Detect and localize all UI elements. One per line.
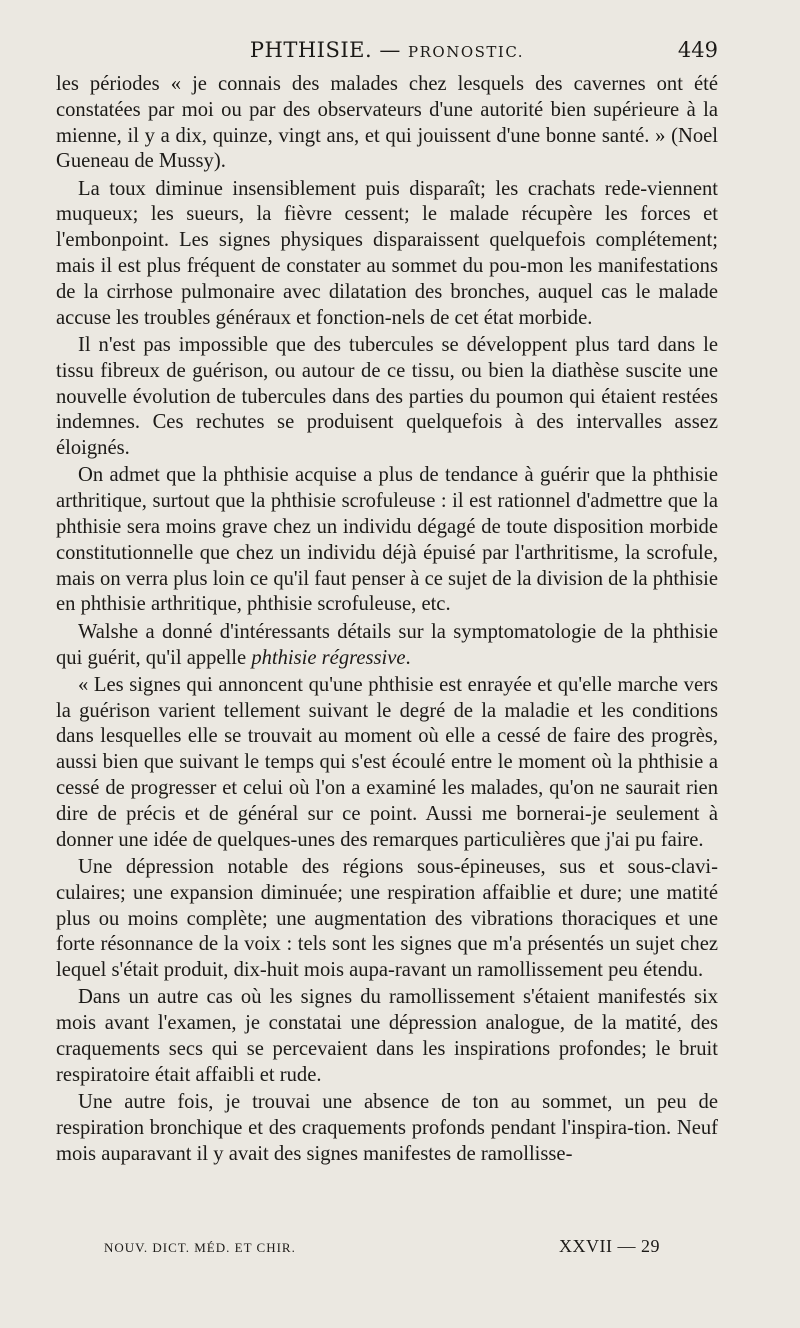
paragraph-7: Une dépression notable des régions sous-épineuses, sus et sous-clavi-culaires; une expansion diminuée; une respiration affaiblie et dure; une matité plus ou moins complète; une augmentation des vibrations thoraciques et une forte résonnance de la voix : tels sont les signes que m'a présentés un sujet chez lequel s'était produit, dix-huit mois aupa-ravant un ramollissement peu étendu.	[56, 855, 718, 982]
header-subtitle: PRONOSTIC.	[408, 43, 525, 61]
paragraph-2: La toux diminue insensiblement puis disparaît; les crachats rede-viennent muqueux; les sueurs, la fièvre cessent; le malade récupère les forces et l'embonpoint. Les signes physiques disparaissent quelquefois complétement; mais il est plus fréquent de constater au sommet du pou-mon les manifestations de la cirrhose pulmonaire avec dilatation des bronches, auquel cas le malade accuse les troubles généraux et fonction-nels de cet état morbide.	[56, 177, 718, 329]
header-dash: —	[379, 38, 401, 62]
paragraph-4: On admet que la phthisie acquise a plus de tendance à guérir que la phthisie arthritique, surtout que la phthisie scrofuleuse : il est rationnel d'admettre que la phthisie sera moins grave chez un individu dégagé de toute disposition morbide constitutionnelle que chez un individu déjà épuisé par l'arthritisme, la scrofule, mais on verra plus loin ce qu'il faut penser à ce sujet de la division de la phthisie en phthisie arthritique, phthisie scrofuleuse, etc.	[56, 464, 718, 616]
paragraph-8: Dans un autre cas où les signes du ramollissement s'étaient manifestés six mois avant l'examen, je constatai une dépression analogue, de la matité, des craquements secs qui se percevaient dans les inspirations profondes; le bruit respiratoire était affaibli et rude.	[56, 986, 718, 1086]
paragraph-5-italic: phthisie régressive	[251, 646, 406, 669]
running-head	[56, 38, 718, 70]
page-number: 449	[677, 38, 718, 62]
footer-signature-right: XXVII — 29	[559, 1236, 660, 1256]
paragraph-5	[56, 620, 718, 672]
paragraph-6: « Les signes qui annoncent qu'une phthisie est enrayée et qu'elle marche vers la guérison varient tellement suivant le degré de la maladie et les conditions dans lesquelles elle se trouvait au moment où elle a cessé de faire des progrès, aussi bien que suivant le temps qui s'est écoulé entre le moment où la phthisie a cessé de progresser et celui où l'on a examiné les malades, qu'on ne saurait rien dire de précis et de général sur ce point. Aussi me bornerai-je seulement à donner une idée de quelques-unes des remarques particulières que j'ai pu faire.	[56, 673, 718, 851]
paragraph-9: Une autre fois, je trouvai une absence de ton au sommet, un peu de respiration bronchique et des craquements profonds pendant l'inspira-tion. Neuf mois auparavant il y avait des signes manifestes de ramollisse-	[56, 1091, 718, 1165]
body-text	[56, 72, 718, 1169]
paragraph-3: Il n'est pas impossible que des tubercules se développent plus tard dans le tissu fibreux de guérison, ou autour de ce tissu, ou bien la diathèse suscite une nouvelle évolution de tubercules dans des parties du poumon qui étaient restées indemnes. Ces rechutes se produisent quelquefois à des intervalles assez éloignés.	[56, 333, 718, 460]
paragraph-5-after: .	[405, 646, 411, 669]
header-title: PHTHISIE.	[249, 38, 373, 62]
running-title	[56, 38, 718, 62]
footer-signature-left: NOUV. DICT. MÉD. ET CHIR.	[104, 1240, 296, 1255]
paragraph-1: les périodes « je connais des malades chez lesquels des cavernes ont été constatées par moi ou par des observateurs d'une autorité bien supérieure à la mienne, il y a dix, quinze, vingt ans, et qui jouissent d'une bonne santé. » (Noel Gueneau de Mussy).	[56, 73, 718, 173]
paragraph-5-text: Walshe a donné d'intéressants détails sur la symptomatologie de la phthisie qui guérit, qu'il appelle	[56, 620, 718, 669]
